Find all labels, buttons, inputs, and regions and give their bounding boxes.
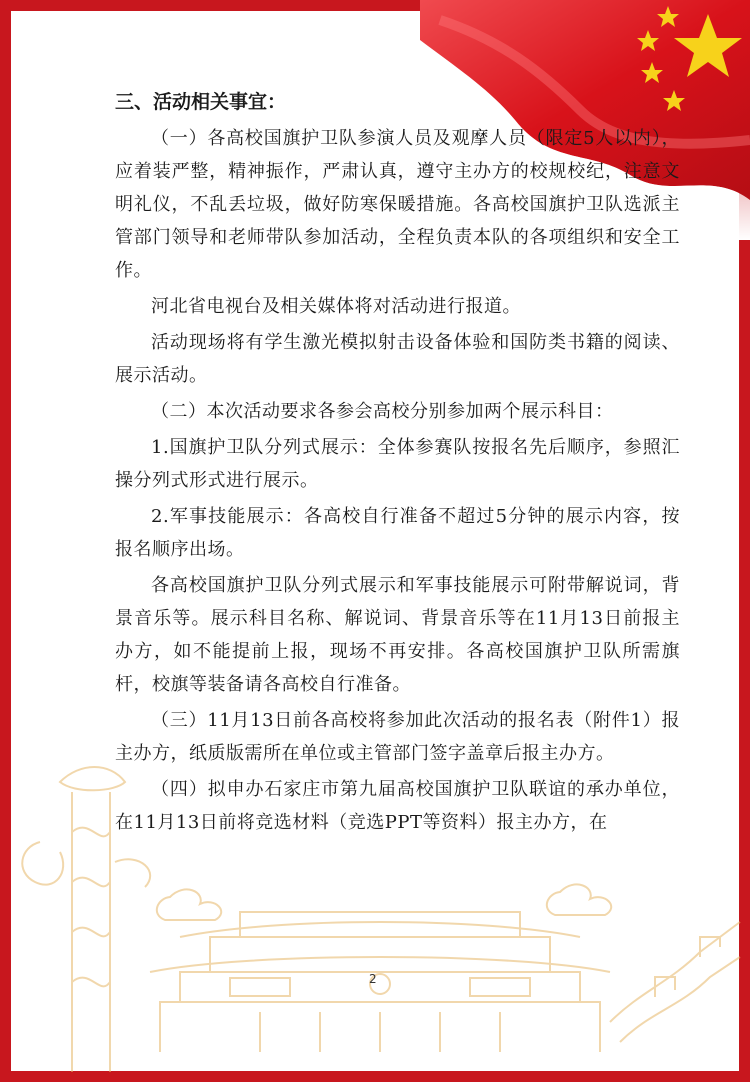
paragraph-parade-display: 1.国旗护卫队分列式展示：全体参赛队按报名先后顺序，参照汇操分列式形式进行展示。 bbox=[115, 437, 680, 491]
paragraph-onsite-activities: 活动现场将有学生激光模拟射击设备体验和国防类书籍的阅读、展示活动。 bbox=[115, 332, 680, 386]
paragraph-media-coverage: 河北省电视台及相关媒体将对活动进行报道。 bbox=[151, 296, 521, 317]
document-body bbox=[115, 86, 680, 842]
paragraph-host-bid: （四）拟申办石家庄市第九届高校国旗护卫队联谊的承办单位，在11月13日前将竞选材料（竞选PPT等资料）报主办方，在 bbox=[115, 779, 680, 833]
section-heading: 三、活动相关事宜： bbox=[115, 91, 287, 113]
paragraph-attendance-rules: （一）各高校国旗护卫队参演人员及观摩人员（限定5人以内），应着装严整，精神振作，严肃认真，遵守主办方的校规校纪，注意文明礼仪，不乱丢垃圾，做好防寒保暖措施。各高校国旗护卫队选派主管部门领导和老师带队参加活动，全程负责本队的各项组织和安全工作。 bbox=[115, 128, 680, 281]
paragraph-registration: （三）11月13日前各高校将参加此次活动的报名表（附件1）报主办方，纸质版需所在单位或主管部门签字盖章后报主办方。 bbox=[115, 710, 680, 764]
paragraph-commentary-music: 各高校国旗护卫队分列式展示和军事技能展示可附带解说词，背景音乐等。展示科目名称、解说词、背景音乐等在11月13日前报主办方，如不能提前上报，现场不再安排。各高校国旗护卫队所需旗杆，校旗等装备请各高校自行准备。 bbox=[115, 575, 680, 695]
page-number: 2 bbox=[369, 972, 377, 986]
paragraph-military-skills: 2.军事技能展示：各高校自行准备不超过5分钟的展示内容，按报名顺序出场。 bbox=[115, 506, 680, 560]
paragraph-display-subjects: （二）本次活动要求各参会高校分别参加两个展示科目： bbox=[151, 401, 614, 422]
